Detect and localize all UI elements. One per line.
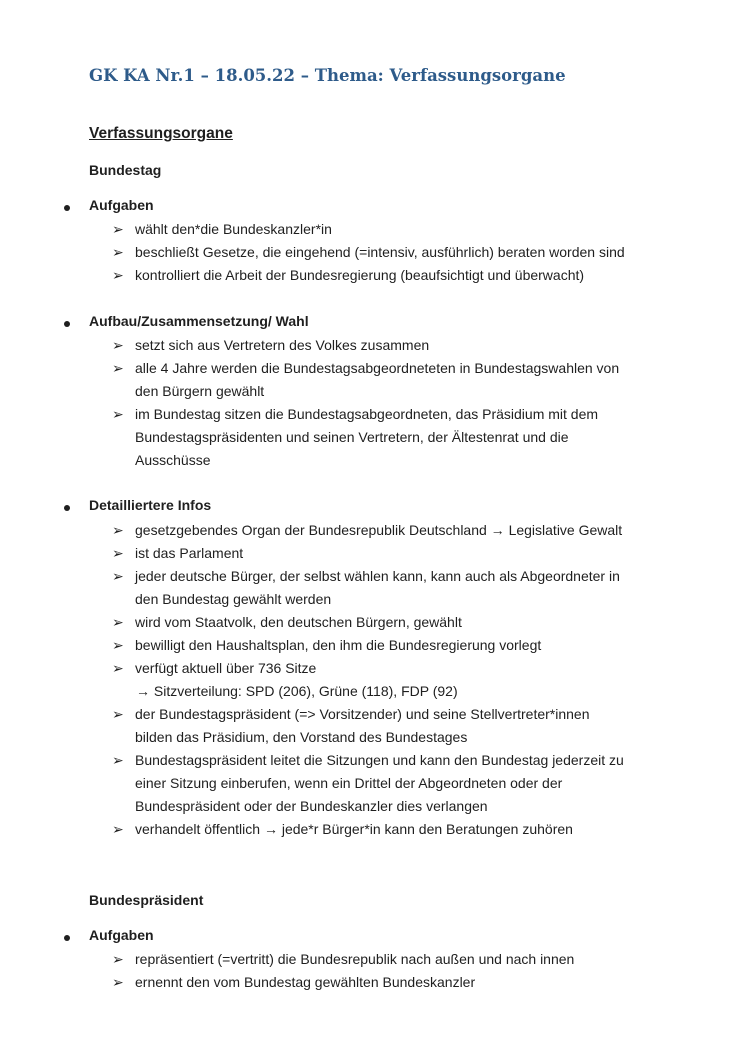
list-item-text: kontrolliert die Arbeit der Bundesregierung (beaufsichtigt und überwacht)	[135, 267, 585, 283]
bullet-dot	[64, 321, 70, 327]
bullet-dot	[64, 205, 70, 211]
list-item-text: jeder deutsche Bürger, der selbst wählen kann, kann auch als Abgeordneter in	[135, 568, 620, 584]
list-item-text-continuation: einer Sitzung einberufen, wenn ein Drittel der Abgeordneten oder der	[135, 775, 563, 791]
list-item-text: wählt den*die Bundeskanzler*in	[135, 221, 332, 237]
list-item-text: wird vom Staatvolk, den deutschen Bürgern, gewählt	[135, 614, 462, 630]
list-item-text: verhandelt öffentlich → jede*r Bürger*in kann den Beratungen zuhören	[135, 821, 573, 837]
arrow-bullet-icon: ➢	[112, 545, 124, 561]
list-item-text-continuation: Bundespräsident oder der Bundeskanzler dies verlangen	[135, 798, 488, 814]
list-item-text: alle 4 Jahre werden die Bundestagsabgeordneteten in Bundestagswahlen von	[135, 360, 620, 376]
arrow-bullet-icon: ➢	[112, 406, 124, 422]
section-heading-verfassungsorgane: Verfassungsorgane	[89, 125, 233, 142]
heading-bundestag-aufgaben: Aufgaben	[89, 197, 154, 213]
arrow-bullet-icon: ➢	[112, 951, 124, 967]
list-item-text: repräsentiert (=vertritt) die Bundesrepublik nach außen und nach innen	[135, 951, 575, 967]
arrow-bullet-icon: ➢	[112, 522, 124, 538]
heading-bundestag-details: Detailliertere Infos	[89, 497, 212, 513]
list-item-text: ernennt den vom Bundestag gewählten Bundeskanzler	[135, 974, 476, 990]
list-item-text-continuation: Ausschüsse	[135, 452, 211, 468]
list-item-text: im Bundestag sitzen die Bundestagsabgeordneten, das Präsidium mit dem	[135, 406, 599, 422]
list-item-text-continuation: den Bundestag gewählt werden	[135, 591, 332, 607]
list-item-text: gesetzgebendes Organ der Bundesrepublik Deutschland → Legislative Gewalt	[135, 522, 623, 538]
arrow-bullet-icon: ➢	[112, 660, 124, 676]
seat-distribution-note: → Sitzverteilung: SPD (206), Grüne (118), FDP (92)	[136, 683, 458, 699]
list-item-text: beschließt Gesetze, die eingehend (=intensiv, ausführlich) beraten worden sind	[135, 244, 625, 260]
list-item-text-continuation: Bundestagspräsidenten und seinen Vertretern, der Ältestenrat und die	[135, 429, 569, 445]
list-item-text: verfügt aktuell über 736 Sitze	[135, 660, 317, 676]
arrow-bullet-icon: ➢	[112, 637, 124, 653]
arrow-bullet-icon: ➢	[112, 974, 124, 990]
heading-bundespraesident-aufgaben: Aufgaben	[89, 927, 154, 943]
heading-bundestag-aufbau: Aufbau/Zusammensetzung/ Wahl	[89, 313, 309, 329]
arrow-bullet-icon: ➢	[112, 337, 124, 353]
list-item-text-continuation: bilden das Präsidium, den Vorstand des Bundestages	[135, 729, 468, 745]
document-title: GK KA Nr.1 – 18.05.22 – Thema: Verfassungsorgane	[89, 66, 566, 85]
list-item-text: der Bundestagspräsident (=> Vorsitzender) und seine Stellvertreter*innen	[135, 706, 590, 722]
bullet-dot	[64, 505, 70, 511]
arrow-bullet-icon: ➢	[112, 614, 124, 630]
list-item-text: setzt sich aus Vertretern des Volkes zusammen	[135, 337, 430, 353]
list-item-text: ist das Parlament	[135, 545, 244, 561]
arrow-bullet-icon: ➢	[112, 221, 124, 237]
arrow-bullet-icon: ➢	[112, 706, 124, 722]
arrow-bullet-icon: ➢	[112, 360, 124, 376]
list-item-text: bewilligt den Haushaltsplan, den ihm die Bundesregierung vorlegt	[135, 637, 542, 653]
heading-bundespraesident: Bundespräsident	[89, 892, 204, 908]
arrow-bullet-icon: ➢	[112, 267, 124, 283]
list-item-text-continuation: den Bürgern gewählt	[135, 383, 265, 399]
arrow-bullet-icon: ➢	[112, 568, 124, 584]
arrow-bullet-icon: ➢	[112, 821, 124, 837]
list-item-text: Bundestagspräsident leitet die Sitzungen und kann den Bundestag jederzeit zu	[135, 752, 624, 768]
bullet-dot	[64, 935, 70, 941]
arrow-bullet-icon: ➢	[112, 752, 124, 768]
heading-bundestag: Bundestag	[89, 162, 162, 178]
arrow-bullet-icon: ➢	[112, 244, 124, 260]
